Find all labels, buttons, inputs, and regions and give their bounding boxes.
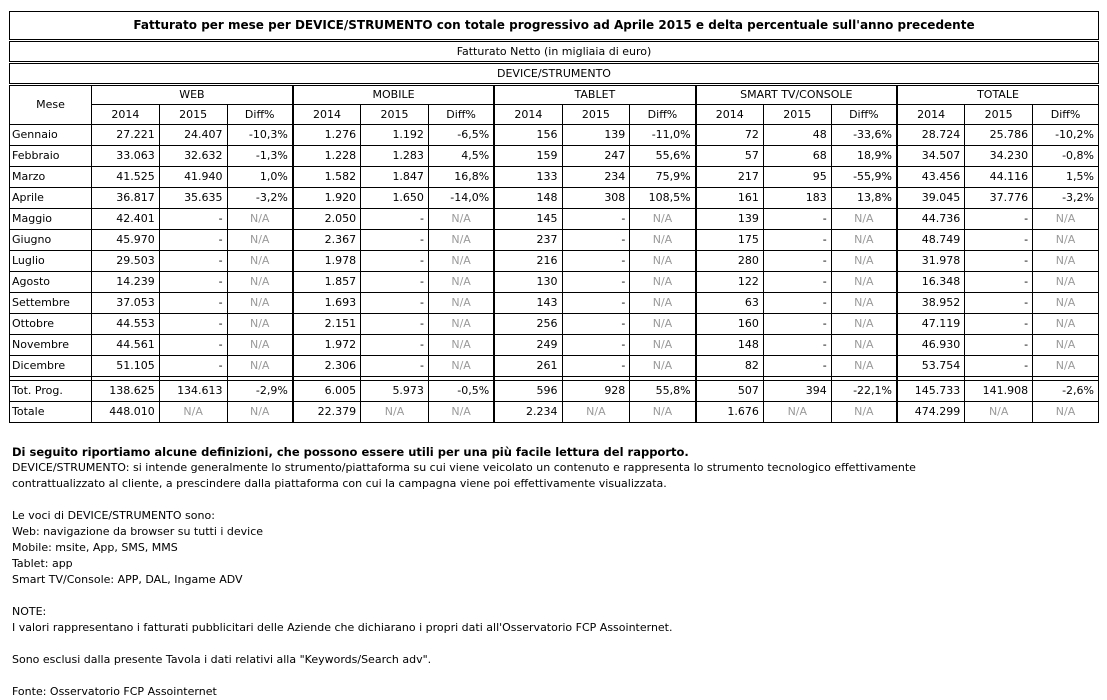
table-cell: -	[159, 272, 227, 293]
table-cell: -	[361, 209, 429, 230]
table-cell: -	[763, 335, 831, 356]
table-cell: N/A	[831, 293, 897, 314]
table-cell: 138.625	[91, 381, 159, 402]
table-cell: -	[763, 251, 831, 272]
table-row	[10, 251, 1099, 272]
table-cell: N/A	[630, 209, 696, 230]
table-cell: 145	[494, 209, 562, 230]
table-cell: 217	[696, 167, 764, 188]
table-cell: N/A	[831, 251, 897, 272]
header-row-years	[10, 105, 1099, 125]
table-cell: -	[361, 314, 429, 335]
subcol-header-mobile-diff: Diff%	[428, 105, 494, 125]
table-cell: 1.693	[293, 293, 361, 314]
table-cell: -	[361, 251, 429, 272]
table-cell: 41.940	[159, 167, 227, 188]
table-cell: 141.908	[965, 381, 1033, 402]
subcol-header-smart-tv-console-2015: 2015	[763, 105, 831, 125]
table-cell: -	[965, 230, 1033, 251]
table-cell: -	[965, 356, 1033, 377]
month-label: Luglio	[10, 251, 92, 272]
table-cell: -	[361, 335, 429, 356]
table-cell: 1.650	[361, 188, 429, 209]
table-cell: 145.733	[897, 381, 965, 402]
table-cell: 1,5%	[1033, 167, 1099, 188]
table-cell: 34.230	[965, 146, 1033, 167]
table-cell: -	[562, 272, 630, 293]
table-cell: 27.221	[91, 125, 159, 146]
table-cell: 130	[494, 272, 562, 293]
table-cell: N/A	[630, 293, 696, 314]
table-cell: N/A	[630, 230, 696, 251]
table-cell: N/A	[428, 402, 494, 423]
table-cell: 29.503	[91, 251, 159, 272]
table-cell: 308	[562, 188, 630, 209]
table-cell: 38.952	[897, 293, 965, 314]
table-cell: 53.754	[897, 356, 965, 377]
table-cell: N/A	[1033, 314, 1099, 335]
table-cell: 1.972	[293, 335, 361, 356]
table-cell: -	[965, 314, 1033, 335]
table-row	[10, 314, 1099, 335]
table-row	[10, 209, 1099, 230]
revenue-table-body	[10, 86, 1099, 423]
report-subtitle: Fatturato Netto (in migliaia di euro)	[9, 41, 1099, 62]
month-label: Febbraio	[10, 146, 92, 167]
table-cell: -	[763, 293, 831, 314]
table-cell: 57	[696, 146, 764, 167]
table-cell: 16.348	[897, 272, 965, 293]
table-cell: N/A	[227, 251, 293, 272]
table-cell: N/A	[1033, 209, 1099, 230]
table-cell: 156	[494, 125, 562, 146]
table-cell: 448.010	[91, 402, 159, 423]
subcol-header-totale-2014: 2014	[897, 105, 965, 125]
table-cell: 31.978	[897, 251, 965, 272]
table-cell: 1.228	[293, 146, 361, 167]
table-cell: N/A	[1033, 356, 1099, 377]
tot-prog-row	[10, 381, 1099, 402]
table-cell: 161	[696, 188, 764, 209]
table-cell: N/A	[428, 356, 494, 377]
table-cell: -33,6%	[831, 125, 897, 146]
table-cell: N/A	[763, 402, 831, 423]
notes-heading: Di seguito riportiamo alcune definizioni, che possono essere utili per una più facile lettura del rapporto.	[12, 445, 689, 459]
table-cell: 159	[494, 146, 562, 167]
table-cell: -2,6%	[1033, 381, 1099, 402]
table-cell: N/A	[831, 272, 897, 293]
table-cell: N/A	[227, 230, 293, 251]
group-header-mobile: MOBILE	[293, 86, 494, 105]
table-cell: 44.553	[91, 314, 159, 335]
table-cell: 6.005	[293, 381, 361, 402]
table-cell: N/A	[831, 209, 897, 230]
voce-tablet: Tablet: app	[12, 557, 73, 570]
table-cell: -	[562, 314, 630, 335]
table-cell: -0,8%	[1033, 146, 1099, 167]
subcol-header-web-2015: 2015	[159, 105, 227, 125]
table-cell: 1.582	[293, 167, 361, 188]
table-cell: N/A	[831, 335, 897, 356]
table-cell: 37.053	[91, 293, 159, 314]
table-cell: 122	[696, 272, 764, 293]
table-cell: -6,5%	[428, 125, 494, 146]
group-header-tablet: TABLET	[494, 86, 695, 105]
table-cell: 237	[494, 230, 562, 251]
notes-section	[12, 444, 1092, 700]
report-title: Fatturato per mese per DEVICE/STRUMENTO con totale progressivo ad Aprile 2015 e delta percentuale sull'anno precedente	[9, 11, 1099, 40]
table-cell: -14,0%	[428, 188, 494, 209]
table-cell: 1.978	[293, 251, 361, 272]
table-row	[10, 335, 1099, 356]
group-header-smart-tv-console: SMART TV/CONSOLE	[696, 86, 897, 105]
table-row	[10, 125, 1099, 146]
table-cell: 4,5%	[428, 146, 494, 167]
table-cell: 25.786	[965, 125, 1033, 146]
table-cell: 44.561	[91, 335, 159, 356]
month-label: Ottobre	[10, 314, 92, 335]
month-label: Dicembre	[10, 356, 92, 377]
table-row	[10, 293, 1099, 314]
table-cell: 2.050	[293, 209, 361, 230]
table-cell: -	[763, 209, 831, 230]
table-cell: 1.192	[361, 125, 429, 146]
table-cell: -	[562, 251, 630, 272]
table-cell: N/A	[227, 314, 293, 335]
table-cell: 72	[696, 125, 764, 146]
table-cell: 48.749	[897, 230, 965, 251]
table-cell: N/A	[965, 402, 1033, 423]
table-cell: 148	[696, 335, 764, 356]
table-cell: 45.970	[91, 230, 159, 251]
table-cell: 2.151	[293, 314, 361, 335]
table-cell: N/A	[227, 293, 293, 314]
table-cell: N/A	[831, 402, 897, 423]
revenue-table	[9, 85, 1099, 423]
table-cell: 2.234	[494, 402, 562, 423]
table-cell: 5.973	[361, 381, 429, 402]
table-cell: N/A	[1033, 230, 1099, 251]
table-cell: 183	[763, 188, 831, 209]
table-cell: 13,8%	[831, 188, 897, 209]
table-cell: 2.367	[293, 230, 361, 251]
table-cell: 47.119	[897, 314, 965, 335]
table-row	[10, 356, 1099, 377]
table-cell: -1,3%	[227, 146, 293, 167]
table-cell: -	[159, 251, 227, 272]
table-cell: 82	[696, 356, 764, 377]
table-cell: N/A	[428, 314, 494, 335]
subcol-header-totale-diff: Diff%	[1033, 105, 1099, 125]
table-cell: -11,0%	[630, 125, 696, 146]
table-cell: 234	[562, 167, 630, 188]
table-cell: N/A	[831, 314, 897, 335]
subcol-header-web-diff: Diff%	[227, 105, 293, 125]
table-cell: N/A	[361, 402, 429, 423]
table-cell: 175	[696, 230, 764, 251]
table-cell: 134.613	[159, 381, 227, 402]
subcol-header-mobile-2015: 2015	[361, 105, 429, 125]
table-cell: 46.930	[897, 335, 965, 356]
table-cell: 1.857	[293, 272, 361, 293]
group-header-totale: TOTALE	[897, 86, 1099, 105]
table-cell: N/A	[630, 272, 696, 293]
table-cell: 55,8%	[630, 381, 696, 402]
voce-mobile: Mobile: msite, App, SMS, MMS	[12, 541, 178, 554]
table-cell: N/A	[1033, 272, 1099, 293]
table-cell: N/A	[159, 402, 227, 423]
table-cell: N/A	[227, 209, 293, 230]
table-cell: 507	[696, 381, 764, 402]
table-cell: N/A	[630, 356, 696, 377]
table-cell: N/A	[428, 251, 494, 272]
table-cell: -	[763, 230, 831, 251]
group-header-web: WEB	[91, 86, 292, 105]
table-cell: 1.676	[696, 402, 764, 423]
fonte-line: Fonte: Osservatorio FCP Assointernet	[12, 685, 217, 698]
table-cell: -0,5%	[428, 381, 494, 402]
table-cell: 108,5%	[630, 188, 696, 209]
month-label: Settembre	[10, 293, 92, 314]
table-cell: N/A	[227, 402, 293, 423]
table-cell: 256	[494, 314, 562, 335]
table-cell: -	[562, 209, 630, 230]
table-cell: -	[159, 335, 227, 356]
subcol-header-tablet-2015: 2015	[562, 105, 630, 125]
table-cell: -	[965, 335, 1033, 356]
table-cell: -3,2%	[227, 188, 293, 209]
table-cell: N/A	[428, 230, 494, 251]
table-cell: 216	[494, 251, 562, 272]
table-cell: 42.401	[91, 209, 159, 230]
table-cell: -	[763, 356, 831, 377]
table-cell: 39.045	[897, 188, 965, 209]
table-cell: 133	[494, 167, 562, 188]
table-cell: 36.817	[91, 188, 159, 209]
month-label: Gennaio	[10, 125, 92, 146]
table-cell: 48	[763, 125, 831, 146]
table-cell: -3,2%	[1033, 188, 1099, 209]
table-cell: -10,2%	[1033, 125, 1099, 146]
table-cell: N/A	[428, 209, 494, 230]
table-cell: 41.525	[91, 167, 159, 188]
table-cell: N/A	[428, 293, 494, 314]
table-row	[10, 272, 1099, 293]
table-cell: N/A	[227, 335, 293, 356]
table-cell: 33.063	[91, 146, 159, 167]
table-cell: 394	[763, 381, 831, 402]
table-cell: 1.276	[293, 125, 361, 146]
table-row	[10, 230, 1099, 251]
table-cell: 139	[562, 125, 630, 146]
month-label: Giugno	[10, 230, 92, 251]
table-cell: 22.379	[293, 402, 361, 423]
table-cell: -55,9%	[831, 167, 897, 188]
table-cell: 474.299	[897, 402, 965, 423]
table-cell: -	[562, 293, 630, 314]
table-cell: N/A	[428, 335, 494, 356]
table-cell: -	[361, 356, 429, 377]
table-row	[10, 167, 1099, 188]
table-cell: 63	[696, 293, 764, 314]
table-cell: -2,9%	[227, 381, 293, 402]
voce-smart-tv: Smart TV/Console: APP, DAL, Ingame ADV	[12, 573, 243, 586]
subcol-header-mobile-2014: 2014	[293, 105, 361, 125]
table-cell: -	[159, 293, 227, 314]
table-cell: 14.239	[91, 272, 159, 293]
table-cell: 261	[494, 356, 562, 377]
device-header: DEVICE/STRUMENTO	[9, 63, 1099, 84]
table-cell: 139	[696, 209, 764, 230]
table-cell: 68	[763, 146, 831, 167]
table-cell: -	[159, 230, 227, 251]
table-cell: 55,6%	[630, 146, 696, 167]
month-label: Marzo	[10, 167, 92, 188]
table-cell: 928	[562, 381, 630, 402]
table-cell: N/A	[562, 402, 630, 423]
table-cell: N/A	[1033, 335, 1099, 356]
table-cell: 24.407	[159, 125, 227, 146]
month-label: Totale	[10, 402, 92, 423]
table-cell: N/A	[1033, 402, 1099, 423]
table-cell: N/A	[1033, 293, 1099, 314]
table-cell: -	[562, 230, 630, 251]
subcol-header-tablet-2014: 2014	[494, 105, 562, 125]
table-cell: N/A	[227, 356, 293, 377]
table-cell: 1.847	[361, 167, 429, 188]
report-container	[9, 11, 1099, 423]
table-cell: 2.306	[293, 356, 361, 377]
table-cell: N/A	[630, 251, 696, 272]
table-cell: N/A	[227, 272, 293, 293]
table-cell: 18,9%	[831, 146, 897, 167]
table-cell: N/A	[630, 402, 696, 423]
table-row	[10, 188, 1099, 209]
table-cell: N/A	[428, 272, 494, 293]
table-cell: -	[965, 272, 1033, 293]
table-row	[10, 146, 1099, 167]
totale-row	[10, 402, 1099, 423]
table-cell: -	[965, 293, 1033, 314]
table-cell: -22,1%	[831, 381, 897, 402]
table-cell: 247	[562, 146, 630, 167]
table-cell: 37.776	[965, 188, 1033, 209]
table-cell: 75,9%	[630, 167, 696, 188]
table-cell: 95	[763, 167, 831, 188]
month-label: Tot. Prog.	[10, 381, 92, 402]
note-label: NOTE:	[12, 605, 47, 618]
subcol-header-smart-tv-console-diff: Diff%	[831, 105, 897, 125]
header-row-groups	[10, 86, 1099, 105]
month-label: Maggio	[10, 209, 92, 230]
table-cell: 1.920	[293, 188, 361, 209]
table-cell: -	[159, 209, 227, 230]
table-cell: 32.632	[159, 146, 227, 167]
table-cell: -	[159, 314, 227, 335]
table-cell: 249	[494, 335, 562, 356]
voci-intro: Le voci di DEVICE/STRUMENTO sono:	[12, 509, 215, 522]
table-cell: -	[361, 272, 429, 293]
table-cell: 16,8%	[428, 167, 494, 188]
table-cell: 51.105	[91, 356, 159, 377]
definition-line-2: contrattualizzato al cliente, a prescindere dalla piattaforma con cui la campagna viene poi effettivamente visualizzata.	[12, 477, 667, 490]
month-label: Novembre	[10, 335, 92, 356]
voce-web: Web: navigazione da browser su tutti i device	[12, 525, 264, 538]
subcol-header-tablet-diff: Diff%	[630, 105, 696, 125]
month-label: Aprile	[10, 188, 92, 209]
table-cell: 160	[696, 314, 764, 335]
table-cell: -	[763, 272, 831, 293]
table-cell: 44.116	[965, 167, 1033, 188]
table-cell: -	[965, 251, 1033, 272]
table-cell: 280	[696, 251, 764, 272]
table-cell: 1,0%	[227, 167, 293, 188]
table-cell: N/A	[831, 356, 897, 377]
table-cell: -	[562, 356, 630, 377]
table-cell: 596	[494, 381, 562, 402]
definition-line-1: DEVICE/STRUMENTO: si intende generalmente lo strumento/piattaforma su cui viene veicolato un contenuto e rappresenta lo strumento tecnologico effettivamente	[12, 461, 916, 474]
table-cell: -	[965, 209, 1033, 230]
table-cell: -10,3%	[227, 125, 293, 146]
table-cell: N/A	[831, 230, 897, 251]
table-cell: N/A	[630, 314, 696, 335]
table-cell: -	[562, 335, 630, 356]
subcol-header-web-2014: 2014	[91, 105, 159, 125]
table-cell: 44.736	[897, 209, 965, 230]
esclusi-line: Sono esclusi dalla presente Tavola i dati relativi alla "Keywords/Search adv".	[12, 653, 432, 666]
table-cell: 148	[494, 188, 562, 209]
table-cell: -	[361, 230, 429, 251]
table-cell: 28.724	[897, 125, 965, 146]
table-cell: -	[763, 314, 831, 335]
table-cell: 143	[494, 293, 562, 314]
table-cell: 35.635	[159, 188, 227, 209]
month-label: Agosto	[10, 272, 92, 293]
table-cell: N/A	[1033, 251, 1099, 272]
subcol-header-totale-2015: 2015	[965, 105, 1033, 125]
table-cell: 43.456	[897, 167, 965, 188]
table-cell: -	[361, 293, 429, 314]
table-cell: N/A	[630, 335, 696, 356]
subcol-header-smart-tv-console-2014: 2014	[696, 105, 764, 125]
mese-header: Mese	[10, 86, 92, 125]
table-cell: 1.283	[361, 146, 429, 167]
table-cell: -	[159, 356, 227, 377]
table-cell: 34.507	[897, 146, 965, 167]
note-line: I valori rappresentano i fatturati pubblicitari delle Aziende che dichiarano i propri dati all'Osservatorio FCP Assointernet.	[12, 621, 673, 634]
